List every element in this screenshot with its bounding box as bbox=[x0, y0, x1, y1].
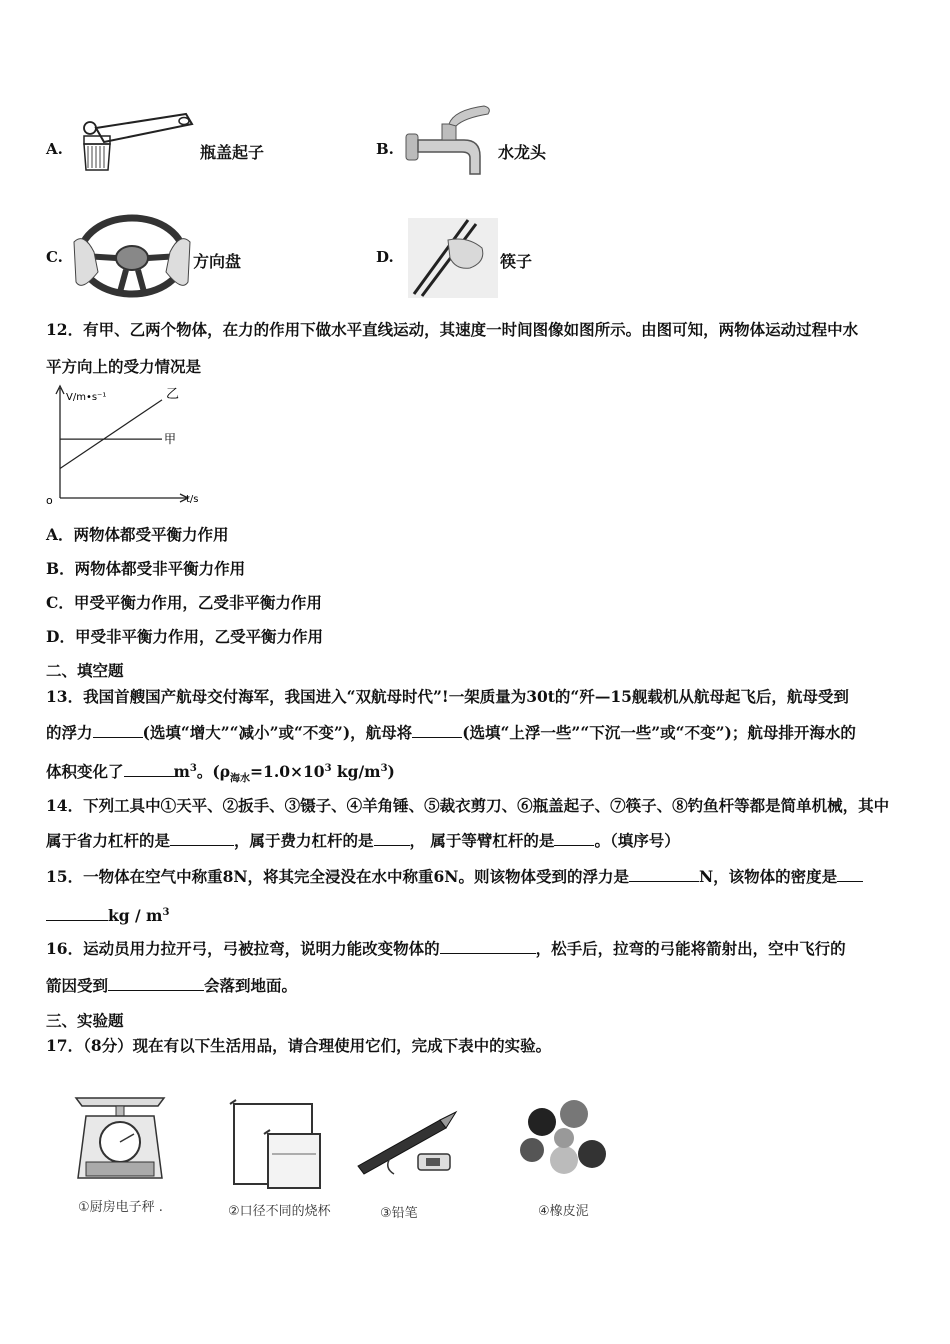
kitchen-scale-icon bbox=[72, 1090, 168, 1182]
q12-option-a: A．两物体都受平衡力作用 bbox=[46, 525, 229, 544]
option-b-name: 水龙头 bbox=[498, 143, 547, 162]
q17-item-1-caption: ①厨房电子秤 . bbox=[78, 1200, 163, 1215]
pencil-icon bbox=[356, 1108, 460, 1180]
q15-blank-1[interactable] bbox=[629, 867, 699, 882]
q16-line1: 16．运动员用力拉开弓，弓被拉弯，说明力能改变物体的 ，松手后，拉弯的弓能将箭射出，空中飞行的 bbox=[46, 939, 846, 958]
option-a-name: 瓶盖起子 bbox=[200, 143, 265, 162]
q16-blank-1[interactable] bbox=[440, 939, 536, 954]
chart-origin-label: o bbox=[46, 494, 53, 507]
option-c-name: 方向盘 bbox=[193, 252, 242, 271]
option-c-letter: C. bbox=[46, 248, 63, 266]
q15-line1: 15．一物体在空气中称重8N，将其完全浸没在水中称重6N。则该物体受到的浮力是 N，该物体的密度是 bbox=[46, 866, 863, 888]
q17-item-4-caption: ④橡皮泥 bbox=[538, 1204, 589, 1219]
q14-blank-1[interactable] bbox=[170, 831, 234, 846]
q12-option-c: C．甲受平衡力作用，乙受非平衡力作用 bbox=[46, 593, 322, 612]
series-yi-label: 乙 bbox=[166, 386, 180, 402]
q14-blank-2[interactable] bbox=[374, 831, 410, 846]
q13-line1: 13．我国首艘国产航母交付海军，我国进入“双航母时代”!一架质量为30t的“歼—15舰载机从航母起飞后，航母受到 bbox=[46, 687, 849, 706]
q16-line2: 箭因受到 会落到地面。 bbox=[46, 976, 298, 995]
q13-line2: 的浮力 (选填“增大”“减小”或“不变”)，航母将 (选填“上浮一些”“下沉一些”或“不变”)；航母排开海水的 bbox=[46, 723, 856, 742]
q12-line2: 平方向上的受力情况是 bbox=[46, 357, 202, 376]
q15-blank-2b[interactable] bbox=[46, 906, 108, 921]
q13-line3: 体积变化了 $m^3$。($\rho_{海水}=1.0\times 10^3$ $kg/m^3$) bbox=[46, 762, 395, 785]
series-yi-line bbox=[60, 400, 162, 469]
q16-blank-2[interactable] bbox=[108, 976, 204, 991]
section-experiment-heading: 三、实验题 bbox=[46, 1011, 124, 1030]
faucet-icon bbox=[404, 104, 494, 180]
chart-ylabel: V/m•s⁻¹ bbox=[66, 392, 107, 403]
q17-line1: 17．（8分）现在有以下生活用品，请合理使用它们，完成下表中的实验。 bbox=[46, 1036, 552, 1055]
q12-option-b: B．两物体都受非平衡力作用 bbox=[46, 559, 246, 578]
clay-icon bbox=[518, 1098, 608, 1178]
beakers-icon bbox=[228, 1098, 328, 1192]
q14-blank-3[interactable] bbox=[554, 831, 594, 846]
q15-line2: kg / $m^3$ bbox=[46, 902, 169, 927]
q14-line2: 属于省力杠杆的是 ，属于费力杠杆的是 ， 属于等臂杠杆的是 。（填序号） bbox=[46, 831, 680, 850]
q17-item-3-caption: ③铅笔 bbox=[380, 1206, 418, 1221]
q12-option-d: D．甲受非平衡力作用，乙受平衡力作用 bbox=[46, 627, 323, 646]
q12-line1: 12．有甲、乙两个物体，在力的作用下做水平直线运动，其速度一时间图像如图所示。由图可知，两物体运动过程中水 bbox=[46, 320, 859, 339]
q15-blank-2a[interactable] bbox=[837, 867, 863, 882]
q13-blank-3[interactable] bbox=[124, 762, 174, 777]
option-d-name: 筷子 bbox=[500, 252, 533, 271]
q17-item-2-caption: ②口径不同的烧杯 bbox=[228, 1204, 331, 1219]
option-a-letter: A. bbox=[46, 140, 63, 158]
chart-xlabel: t/s bbox=[186, 494, 199, 505]
option-b-letter: B. bbox=[376, 140, 394, 158]
q13-blank-2[interactable] bbox=[412, 723, 462, 738]
chopsticks-icon bbox=[408, 218, 498, 298]
bottle-opener-icon bbox=[76, 110, 196, 174]
series-jia-label: 甲 bbox=[164, 432, 177, 447]
option-d-letter: D. bbox=[376, 248, 394, 266]
q14-line1: 14．下列工具中①天平、②扳手、③镊子、④羊角锤、⑤裁衣剪刀、⑥瓶盖起子、⑦筷子、⑧钓鱼杆等都是简单机械，其中 bbox=[46, 796, 890, 815]
steering-wheel-icon bbox=[74, 212, 190, 298]
velocity-time-chart bbox=[40, 382, 210, 507]
section-fill-blank-heading: 二、填空题 bbox=[46, 661, 124, 680]
q13-blank-1[interactable] bbox=[93, 723, 143, 738]
